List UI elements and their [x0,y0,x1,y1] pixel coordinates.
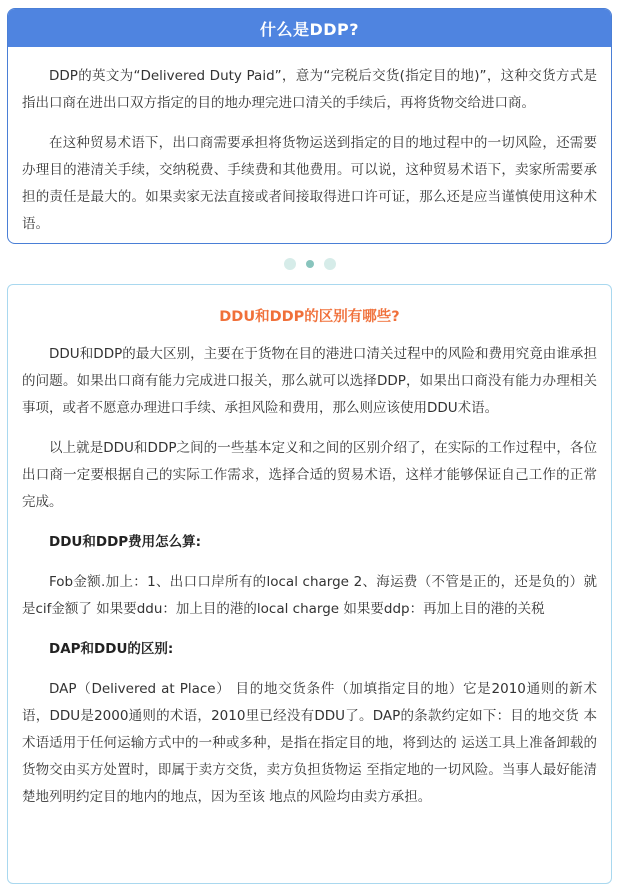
dap-ddu-difference-text: DAP（Delivered at Place） 目的地交货条件（加填指定目的地）它是2010通则的新术语，DDU是2000通则的术语，2010里已经没有DDU了。DAP的条款约定如下：目的地交货 本术语适用于任何运输方式中的一种或多种，是指在指定目的地，将到达的 运送工具上准备卸载的货物交由买方处置时，即属于卖方交货，卖方负担货物运 至指定地的一切风险。当事人最好能清楚地列明约定目的地内的地点，因为至该 地点的风险均由卖方承担。 [22,681,597,805]
ddu-ddp-difference-card [7,284,612,884]
ddp-definition-title: 什么是DDP? [8,9,611,47]
dap-ddu-difference-heading: DAP和DDU的区别: [49,641,174,657]
difference-paragraph-1: DDU和DDP的最大区别，主要在于货物在目的港进口清关过程中的风险和费用究竟由谁承担的问题。如果出口商有能力完成进口报关，那么就可以选择DDP，如果出口商没有能力办理相关事项，或者不愿意办理进口手续、承担风险和费用，那么则应该使用DDU术语。 [22,346,597,416]
difference-paragraph-2: 以上就是DDU和DDP之间的一些基本定义和之间的区别介绍了，在实际的工作过程中，各位出口商一定要根据自己的实际工作需求，选择合适的贸易术语，这样才能够保证自己工作的正常完成。 [22,440,597,510]
ddp-definition-body [8,47,611,238]
ddp-definition-paragraph-2: 在这种贸易术语下，出口商需要承担将货物运送到指定的目的地过程中的一切风险，还需要办理目的港清关手续，交纳税费、手续费和其他费用。可以说，这种贸易术语下，卖家所需要承担的责任是最大的。如果卖家无法直接或者间接取得进口许可证，那么还是应当谨慎使用这种术语。 [22,135,597,232]
divider-dot-right [324,258,336,270]
ddp-definition-card [7,8,612,244]
divider-dot-middle [306,260,314,268]
divider-dot-left [284,258,296,270]
fee-calculation-heading: DDU和DDP费用怎么算: [49,534,202,550]
ddp-definition-paragraph-1: DDP的英文为“Delivered Duty Paid”，意为“完税后交货(指定目的地)”，这种交货方式是指出口商在进出口双方指定的目的地办理完进口清关的手续后，再将货物交给进口商。 [22,68,597,111]
decorative-divider-dots [0,257,620,271]
fee-calculation-text: Fob金额.加上：1、出口口岸所有的local charge 2、海运费（不管是正的，还是负的）就是cif金额了 如果要ddu：加上目的港的local charge 如果要ddp：再加上目的港的关税 [22,574,597,617]
ddu-ddp-difference-title: DDU和DDP的区别有哪些? [219,309,400,325]
